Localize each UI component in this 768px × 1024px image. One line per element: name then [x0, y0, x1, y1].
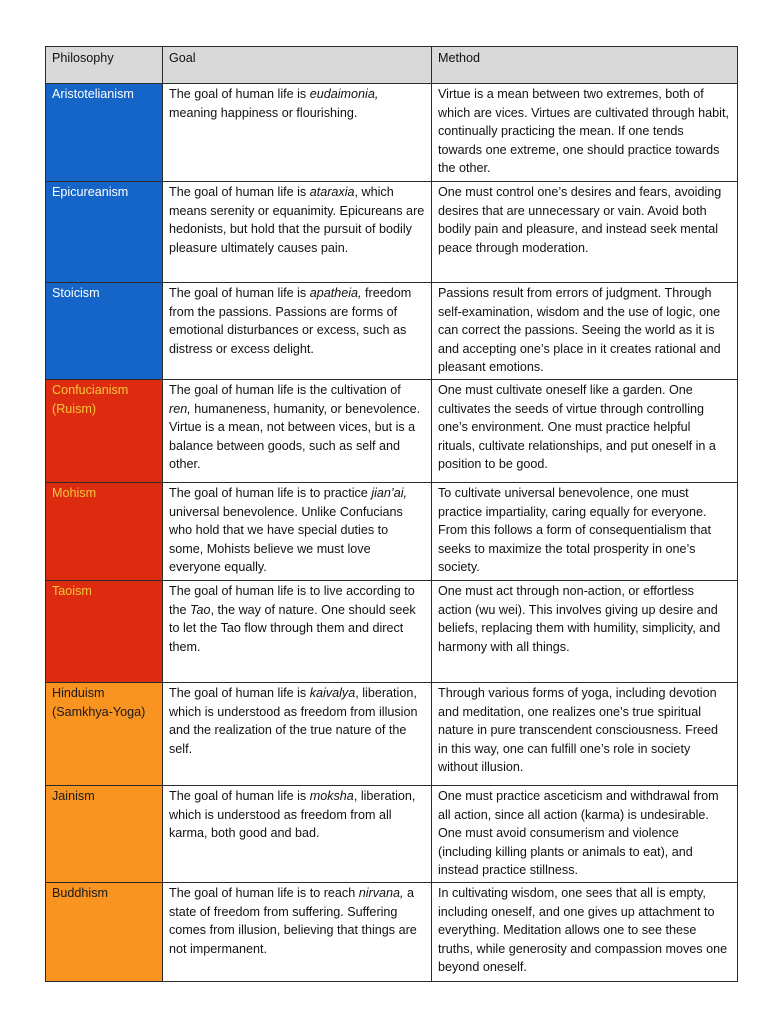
philosophy-name: Hinduism (Samkhya-Yoga)	[46, 683, 163, 786]
goal-term: nirvana,	[358, 886, 404, 900]
goal-term: moksha	[309, 789, 354, 803]
table-row	[46, 182, 738, 283]
method-cell: One must act through non-action, or effortless action (wu wei). This involves giving up desire and beliefs, replacing them with humility, simplicity, and harmony with all things.	[432, 581, 738, 683]
method-cell: To cultivate universal benevolence, one must practice impartiality, caring equally for everyone. From this follows a form of consequentialism that seeks to maximize the total prosperity in one’s society.	[432, 483, 738, 581]
goal-term: ren,	[169, 401, 191, 416]
goal-cell	[163, 883, 432, 982]
philosophy-name: Jainism	[46, 786, 163, 883]
method-cell: Virtue is a mean between two extremes, both of which are vices. Virtues are cultivated through habit, continually practicing the mean. If one tends towards one extreme, one should practice towards the other.	[432, 84, 738, 182]
goal-text: a state of freedom from suffering. Suffering comes from illusion, believing that things are not impermanent.	[169, 886, 417, 956]
goal-text: , liberation, which is understood as freedom from illusion and the realization of the true nature of the self.	[169, 686, 418, 756]
goal-cell	[163, 683, 432, 786]
header-row	[46, 47, 738, 84]
table-row	[46, 380, 738, 483]
goal-text: freedom from the passions. Passions are forms of emotional disturbances or excess, such as distress or excess delight.	[169, 286, 412, 356]
philosophy-name: Taoism	[46, 581, 163, 683]
goal-term: kaivalya	[309, 686, 356, 700]
philosophy-comparison-table	[45, 46, 738, 982]
goal-text: The goal of human life is	[169, 87, 310, 101]
goal-text: , liberation, which is understood as freedom from all karma, both good and bad.	[169, 789, 416, 841]
method-cell: One must cultivate oneself like a garden. One cultivates the seeds of virtue through controlling one’s environment. One must practice helpful rituals, cultivate relationships, and put oneself in a position to be good.	[432, 380, 738, 483]
goal-term: apatheia,	[309, 286, 362, 300]
goal-text: The goal of human life is to practice	[169, 486, 372, 500]
goal-text: The goal of human life is the cultivation of	[169, 383, 401, 397]
philosophy-name: Confucianism (Ruism)	[46, 380, 163, 483]
table-row	[46, 683, 738, 786]
goal-text: , the way of nature. One should seek to let the Tao flow through them and direct them.	[169, 602, 416, 654]
goal-cell	[163, 483, 432, 581]
goal-term: ataraxia	[309, 185, 355, 199]
goal-text: The goal of human life is to reach	[169, 886, 359, 900]
method-cell: Through various forms of yoga, including devotion and meditation, one realizes one’s true spiritual nature in pure transcendent consciousness. Freed in this way, one can fulfill one’s role in society without illusion.	[432, 683, 738, 786]
header-philosophy: Philosophy	[46, 47, 163, 84]
goal-cell	[163, 283, 432, 380]
philosophy-name: Epicureanism	[46, 182, 163, 283]
header-goal: Goal	[163, 47, 432, 84]
goal-term: eudaimonia,	[309, 87, 379, 101]
header-method: Method	[432, 47, 738, 84]
method-cell: One must practice asceticism and withdrawal from all action, since all action (karma) is undesirable. One must avoid consumerism and violence (including killing plants or animals to eat), and instead practice stillness.	[432, 786, 738, 883]
goal-text: The goal of human life is	[169, 185, 310, 199]
philosophy-name: Buddhism	[46, 883, 163, 982]
goal-text: meaning happiness or flourishing.	[169, 105, 358, 120]
philosophy-name: Mohism	[46, 483, 163, 581]
goal-text: humaneness, humanity, or benevolence. Virtue is a mean, not between vices, but is a balance between goods, such as self and other.	[169, 401, 421, 472]
method-cell: Passions result from errors of judgment. Through self-examination, wisdom and the use of logic, one can correct the passions. Seeing the world as it is and accepting one’s place in it creates rational and pleasant emotions.	[432, 283, 738, 380]
goal-cell	[163, 380, 432, 483]
goal-cell	[163, 581, 432, 683]
goal-text: universal benevolence. Unlike Confucians who hold that we have special duties to some, Mohists believe we must love everyone equally.	[169, 504, 403, 575]
goal-cell	[163, 786, 432, 883]
goal-text: The goal of human life is to live according to the	[169, 584, 415, 617]
goal-text: , which means serenity or equanimity. Epicureans are hedonists, but hold that the pursuit of bodily pleasure ultimately causes pain.	[169, 185, 425, 255]
philosophy-name: Stoicism	[46, 283, 163, 380]
table-row	[46, 84, 738, 182]
goal-cell	[163, 182, 432, 283]
table-row	[46, 883, 738, 982]
method-cell: In cultivating wisdom, one sees that all is empty, including oneself, and one gives up attachment to everything. Meditation allows one to see these truths, while generosity and compassion moves one beyond oneself.	[432, 883, 738, 982]
goal-text: The goal of human life is	[169, 286, 310, 300]
table-row	[46, 786, 738, 883]
goal-term: jian’ai,	[371, 486, 408, 500]
goal-text: The goal of human life is	[169, 789, 310, 803]
goal-term: Tao	[190, 602, 211, 617]
table-row	[46, 483, 738, 581]
goal-text: The goal of human life is	[169, 686, 310, 700]
philosophy-name: Aristotelianism	[46, 84, 163, 182]
table-row	[46, 581, 738, 683]
table-row	[46, 283, 738, 380]
goal-cell	[163, 84, 432, 182]
method-cell: One must control one’s desires and fears, avoiding desires that are unnecessary or vain. Avoid both bodily pain and pleasure, and instead seek mental peace through moderation.	[432, 182, 738, 283]
